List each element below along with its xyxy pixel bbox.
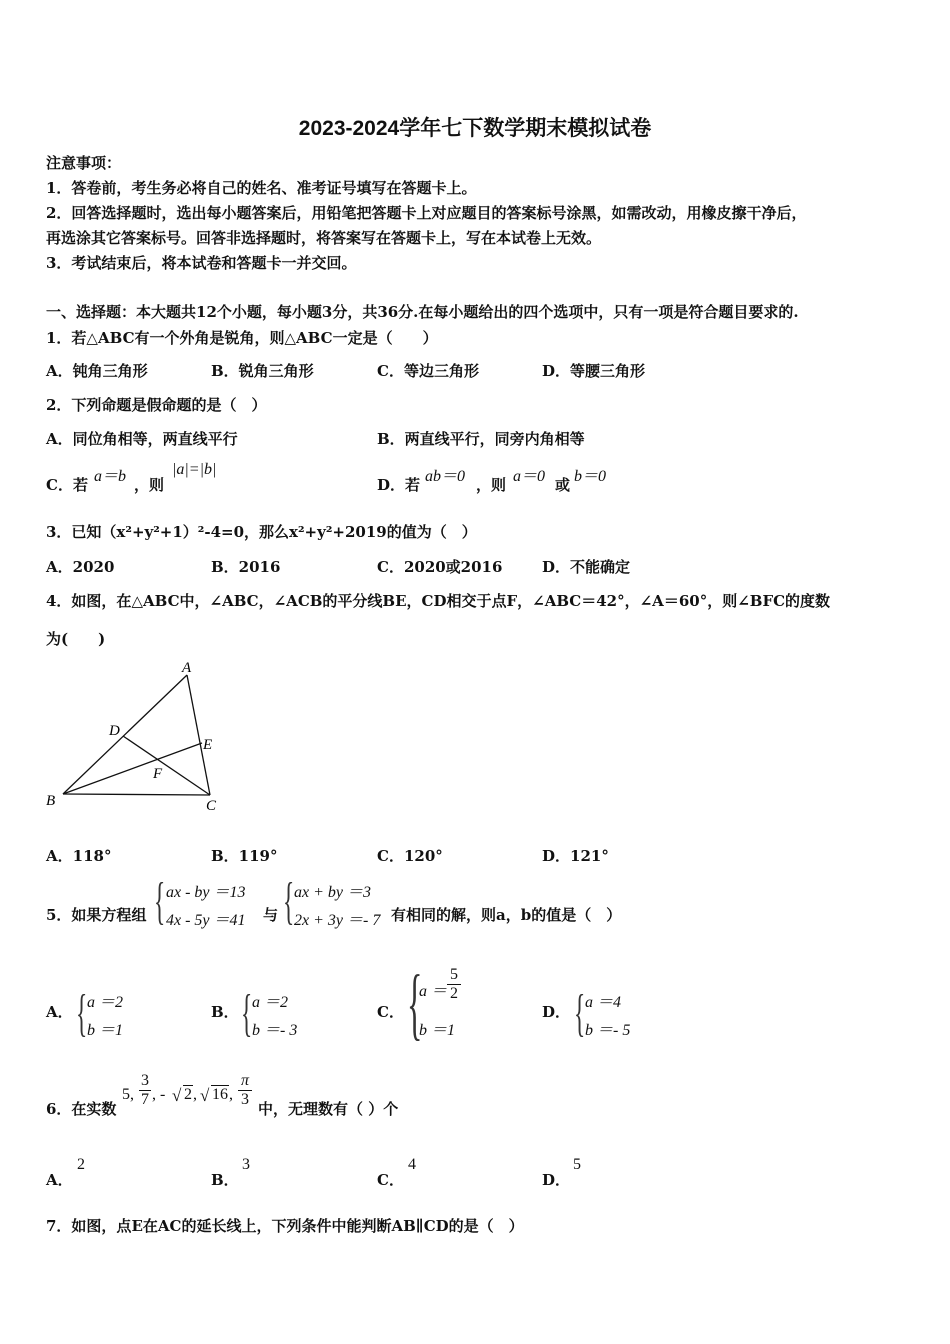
notice-heading: 注意事项： — [46, 154, 122, 172]
option-c-label: C． — [377, 1171, 404, 1189]
section-heading: 一、选择题：本大题共12个小题，每小题3分，共36分.在每小题给出的四个选项中，只有一项是符合题目要求的. — [46, 303, 799, 321]
equation: ax - by ＝13 — [166, 884, 246, 901]
question-stem: 5．如果方程组 — [46, 906, 147, 924]
question-stem: 6．在实数 — [46, 1100, 117, 1118]
separator: , — [229, 1086, 233, 1103]
option-b: B．2016 — [211, 558, 281, 576]
option-a: A．118° — [46, 847, 112, 865]
bisector-be — [63, 743, 202, 794]
option-c: C．等边三角形 — [377, 362, 479, 380]
label-c: C — [206, 798, 217, 814]
option-c-line: b ＝1 — [419, 1022, 456, 1039]
option-c: C．120° — [377, 847, 443, 865]
sqrt-icon: √ — [200, 1086, 210, 1105]
question-stem-text: 有相同的解，则a，b的值是（ ） — [391, 906, 622, 924]
option-d-text: 或 — [555, 476, 571, 494]
option-c-label: C．若 — [46, 476, 88, 494]
side-ab — [63, 675, 187, 794]
fraction-num: 5 — [447, 966, 461, 985]
number: 5, — [122, 1086, 134, 1103]
separator: , - — [152, 1086, 166, 1103]
question-stem: 3．已知（x²+y²+1）²-4=0，那么x²+y²+2019的值为（ ） — [46, 523, 477, 541]
option-d-value: 5 — [573, 1156, 581, 1173]
option-d-line: a ＝4 — [585, 994, 622, 1011]
option-c-math: |a|=|b| — [172, 461, 217, 478]
fraction-den: 3 — [241, 1091, 249, 1108]
question-stem-text: 与 — [263, 906, 279, 924]
option-b: B．119° — [211, 847, 278, 865]
sqrt-icon: √ — [172, 1086, 182, 1105]
brace-icon: { — [283, 873, 295, 930]
option-d-text: ，则 — [476, 476, 507, 494]
equation: ax + by ＝3 — [294, 884, 372, 901]
option-c-math: a＝b — [94, 468, 127, 485]
option-d: D．等腰三角形 — [542, 362, 646, 380]
notice-item: 再选涂其它答案标号。回答非选择题时，将答案写在答题卡上，写在本试卷上无效。 — [46, 229, 602, 247]
option-b-label: B． — [211, 1003, 239, 1021]
option-d-label: D． — [542, 1171, 571, 1189]
question-stem: 1．若△ABC有一个外角是锐角，则△ABC一定是（ ） — [46, 329, 438, 347]
label-d: D — [109, 723, 120, 739]
brace-icon: { — [76, 985, 88, 1042]
option-a: A．2020 — [46, 558, 115, 576]
label-e: E — [203, 737, 213, 753]
radicand: 16 — [212, 1086, 228, 1103]
equation: 2x + 3y ＝- 7 — [294, 912, 381, 929]
option-b-value: 3 — [242, 1156, 250, 1173]
fraction-den: 7 — [141, 1091, 149, 1108]
page-title: 2023-2024学年七下数学期末模拟试卷 — [298, 117, 652, 140]
label-f: F — [153, 766, 163, 782]
option-c: C．2020或2016 — [377, 558, 503, 576]
equation: 4x - 5y ＝41 — [166, 912, 246, 929]
notice-item: 1．答卷前，考生务必将自己的姓名、准考证号填写在答题卡上。 — [46, 179, 477, 197]
option-c-value: 4 — [408, 1156, 416, 1173]
option-c-label: C． — [377, 1003, 404, 1021]
brace-icon: { — [241, 985, 253, 1042]
brace-icon: { — [574, 985, 586, 1042]
option-a: A．钝角三角形 — [46, 362, 148, 380]
question-stem: 4．如图，在△ABC中，∠ABC，∠ACB的平分线BE，CD相交于点F，∠ABC＝42°，∠A＝60°，则∠BFC的度数 — [46, 592, 831, 610]
side-ac — [187, 675, 213, 795]
notice-item: 3．考试结束后，将本试卷和答题卡一并交回。 — [46, 254, 357, 272]
option-d-line: b ＝- 5 — [585, 1022, 631, 1039]
fraction-num: π — [238, 1072, 252, 1091]
label-b: B — [46, 793, 56, 809]
option-d: D．121° — [542, 847, 609, 865]
fraction-num: 3 — [141, 1072, 149, 1089]
brace-icon: { — [154, 873, 166, 930]
option-a-label: A． — [46, 1003, 73, 1021]
option-b: B．锐角三角形 — [211, 362, 314, 380]
option-a-label: A． — [46, 1171, 73, 1189]
option-d-math: ab＝0 — [425, 468, 466, 485]
option-d-label: D．若 — [377, 476, 421, 494]
label-a: A — [182, 660, 192, 676]
option-c-line: a ＝ — [419, 983, 448, 1000]
option-d-label: D． — [542, 1003, 571, 1021]
triangle-figure — [40, 655, 230, 815]
option-b: B．两直线平行，同旁内角相等 — [377, 430, 585, 448]
question-stem-cont: 为( ) — [46, 630, 106, 648]
option-a: A．同位角相等，两直线平行 — [46, 430, 238, 448]
notice-item: 2．回答选择题时，选出每小题答案后，用铅笔把答题卡上对应题目的答案标号涂黑，如需改动，用橡皮擦干净后， — [46, 204, 807, 222]
separator: , — [193, 1086, 197, 1103]
fraction — [238, 1072, 252, 1109]
option-d: D．不能确定 — [542, 558, 631, 576]
option-a-line: a ＝2 — [87, 994, 124, 1011]
option-d-math: b＝0 — [574, 468, 607, 485]
option-b-line: a ＝2 — [252, 994, 289, 1011]
radicand: 2 — [184, 1086, 192, 1103]
question-stem: 7．如图，点E在AC的延长线上，下列条件中能判断AB∥CD的是（ ） — [46, 1217, 524, 1235]
fraction — [139, 1072, 151, 1109]
option-b-label: B． — [211, 1171, 239, 1189]
question-stem: 2．下列命题是假命题的是（ ） — [46, 396, 267, 414]
brace-icon: { — [407, 960, 423, 1048]
option-d-math: a＝0 — [513, 468, 546, 485]
option-a-value: 2 — [77, 1156, 85, 1173]
side-bc — [63, 794, 210, 795]
question-stem-text: 中，无理数有（ ）个 — [258, 1100, 399, 1118]
fraction-den: 2 — [450, 985, 458, 1002]
option-c-text: ，则 — [134, 476, 165, 494]
option-a-line: b ＝1 — [87, 1022, 124, 1039]
fraction — [447, 966, 461, 1003]
option-b-line: b ＝- 3 — [252, 1022, 298, 1039]
